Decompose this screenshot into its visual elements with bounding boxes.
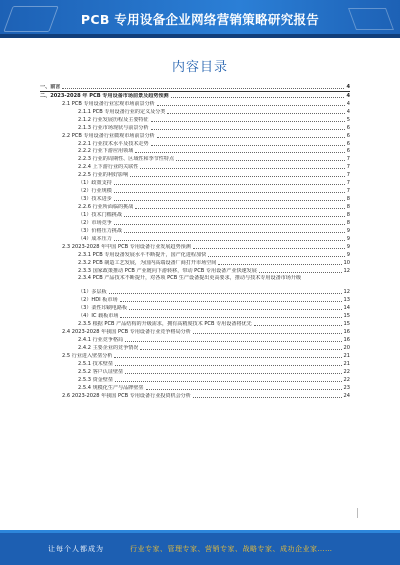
toc-entry-text: （1）政策支持 [78,180,112,187]
toc-entry[interactable] [40,155,350,163]
toc-page-number: 16 [343,329,350,336]
toc-entry-text: 2.2.4 上下游行业的关联性 [78,164,139,171]
toc-entry[interactable] [40,116,350,124]
toc-page-number: 8 [346,204,350,210]
toc-entry-text: （2）行业规模 [78,188,112,195]
toc-dot-leader [114,200,345,201]
toc-entry[interactable] [40,211,350,219]
toc-page-number: 4 [346,92,350,99]
toc-page-number: 15 [343,313,350,320]
footer-top-bar [0,530,400,533]
toc-dot-leader [208,256,345,257]
toc-page-number: 9 [346,251,350,258]
toc-entry[interactable] [40,289,350,297]
toc-entry[interactable] [40,296,350,304]
toc-dot-leader [171,97,345,98]
toc-dot-leader [124,216,345,217]
toc-page-number: 8 [346,219,350,226]
toc-page-number: 20 [343,345,350,351]
toc-entry-text: （1）技术门槛挑战 [78,211,122,218]
toc-dot-leader [218,264,341,265]
toc-entry[interactable] [40,163,350,171]
toc-entry[interactable] [40,320,350,328]
toc-dot-leader [114,224,345,225]
toc-dot-leader [151,129,345,130]
toc-page-number: 7 [346,164,350,171]
toc-page-number: 22 [343,368,350,375]
toc-entry[interactable] [40,84,350,92]
toc-entry[interactable] [40,376,350,384]
toc-dot-leader [129,309,341,310]
toc-entry[interactable] [40,243,350,251]
toc-entry-text: 2.1.3 行业市场现状与前景分析 [78,124,149,131]
toc-entry[interactable] [40,312,350,320]
toc-entry-text: 2.5 行业进入壁垒分析 [62,352,113,359]
toc-entry-text: 2.5.4 规模化生产与品牌壁垒 [78,384,144,391]
toc-entry-text: （1）多层板 [78,289,107,296]
toc-page-number: 16 [343,337,350,344]
toc-dot-leader [115,381,342,382]
toc-page-number: 6 [346,148,350,155]
toc-page-number: 4 [346,100,350,107]
toc-entry-text: （2）HDI 板市场 [78,297,118,304]
toc-dot-leader [146,389,342,390]
toc-page-number: 14 [343,305,350,312]
toc-page-number: 7 [346,188,350,195]
toc-entry-text: 2.2.3 行业的周期性、区域性和季节性特点 [78,156,175,163]
toc-entry-text: 2.1.2 行业发展历程及主要特征 [78,116,149,123]
toc-page-number: 23 [343,384,350,391]
toc-page-number: 6 [346,124,350,131]
toc-entry-text: 2.1 PCB 专用设备行业宏观市场前景分析 [62,100,155,107]
toc-page-number: 15 [343,321,350,328]
toc-dot-leader [193,248,345,249]
toc-entry[interactable] [40,179,350,187]
toc-entry[interactable] [40,368,350,376]
toc-entry-text: （3）技术进步 [78,196,112,203]
toc-page-number: 6 [346,140,350,147]
toc-dot-leader [259,272,342,273]
toc-entry-text: 2.2.5 行业的利好影响 [78,172,129,179]
toc-dot-leader [140,349,341,350]
toc-entry[interactable] [40,219,350,227]
toc-entry[interactable] [40,344,350,352]
toc-page-number: 7 [346,172,350,179]
toc-entry[interactable] [40,235,350,243]
toc-entry[interactable] [40,304,350,312]
toc-entry[interactable] [40,259,350,267]
toc-entry-text: 2.3.5 根据 PCB 产品结构的升级需求，拥有高精度技术 PCB 专用设备将优先 [78,321,252,328]
toc-entry[interactable] [40,384,350,392]
toc-entry-text: 2.5.1 技术壁垒 [78,360,113,367]
toc-entry-text: 2.3 2023-2028 年中国 PCB 专用设备行业发展趋势预测 [62,243,191,250]
toc-page-number: 24 [343,392,350,399]
toc-page-number: 10 [343,259,350,266]
toc-entry[interactable] [40,251,350,259]
toc-entry[interactable] [40,124,350,132]
toc-entry[interactable] [40,132,350,140]
toc-dot-leader [151,121,345,122]
toc-page-number: 13 [343,297,350,304]
toc-entry-text: 2.5.2 客户认证壁垒 [78,368,124,375]
toc-page-number: 21 [343,360,350,367]
toc-entry-text: 二、2023-2028 年 PCB 专用设备市场前景及趋势预测 [40,92,169,99]
toc-dot-leader [157,105,345,106]
toc-dot-leader [115,365,342,366]
toc-dot-leader [62,88,344,89]
toc-entry[interactable] [40,328,350,336]
toc-entry-text: （2）市场竞争 [78,219,112,226]
toc-page-number: 8 [346,196,350,203]
toc-entry[interactable] [40,92,350,100]
toc-page-number: 21 [343,352,350,359]
toc-dot-leader [193,333,342,334]
toc-dot-leader [125,341,341,342]
toc-entry-text: 2.4.2 主要企业的竞争情况 [78,345,139,351]
toc-entry-text: 2.2.2 行业下游应用领域 [78,148,134,155]
toc-dot-leader [124,232,345,233]
toc-entry-text: 2.4 2023-2028 年我国 PCB 专用设备行业竞争格局分析 [62,329,191,336]
toc-dot-leader [114,192,345,193]
toc-entry[interactable] [40,100,350,108]
toc-dot-leader [135,152,344,153]
toc-page-number: 12 [343,289,350,296]
toc-entry-text: 2.2 PCB 专用设备行业微观市场前景分析 [62,132,155,139]
footer-slogan-right: 行业专家、管理专家、营销专家、战略专家、成功企业家…… [130,545,333,553]
toc-entry-text: 2.3.3 国家政策推动 PCB 产业链向下游转移，带动 PCB 专用设备产业快速发展 [78,267,257,274]
toc-dot-leader [151,145,345,146]
toc-entry[interactable] [40,392,350,400]
toc-page-number: 7 [346,180,350,187]
toc-dot-leader [254,325,342,326]
toc-page-number: 5 [346,116,350,123]
toc-entry[interactable] [40,171,350,179]
toc-dot-leader [120,301,342,302]
toc-entry-text: （4）成本压力 [78,235,112,242]
toc-dot-leader [140,168,344,169]
toc-dot-leader [167,113,344,114]
toc-entry[interactable] [40,336,350,344]
page-edge-mark [357,508,358,518]
toc-dot-leader [125,373,341,374]
toc-entry-text: 2.2.6 行业所面临的挑战 [78,204,134,210]
toc-entry-text: 2.4.1 行业竞争格局 [78,337,124,344]
toc-entry-text: （4）IC 载板市场 [78,313,119,320]
toc-page-number: 12 [343,267,350,274]
toc-entry-text: （3）价格压力挑战 [78,227,122,234]
toc-entry-text: 2.3.1 PCB 专用设备发展水平不断提升，国产化进程加快 [78,251,207,258]
toc-entry-text: 2.1.1 PCB 专用设备行业的定义及分类 [78,108,166,115]
toc-dot-leader [130,176,345,177]
toc-page-number: 4 [346,84,350,90]
toc-entry[interactable] [40,195,350,203]
toc-page-number: 4 [346,108,350,115]
toc-dot-leader [114,357,341,358]
report-footer [0,530,400,565]
header-stripe [0,34,400,38]
toc-entry[interactable] [40,267,350,275]
toc-dot-leader [193,397,342,398]
toc-dot-leader [114,240,345,241]
toc-entry[interactable] [40,275,350,289]
toc-page-number: 7 [346,156,350,163]
toc-entry-text: 2.2.1 行业技术水平及技术走势 [78,140,149,147]
toc-entry-text: 2.6 2023-2028 年我国 PCB 专用设备行业投资机会分析 [62,392,191,399]
toc-heading: 内容目录 [171,60,228,75]
toc-entry[interactable] [40,360,350,368]
toc-entry[interactable] [40,140,350,148]
toc-dot-leader [157,137,345,138]
table-of-contents [40,84,350,400]
report-header [0,0,400,38]
toc-dot-leader [135,208,344,209]
toc-entry[interactable] [40,227,350,235]
toc-page-number: 6 [346,132,350,139]
toc-page-number: 9 [346,235,350,242]
toc-page-number: 9 [346,227,350,234]
toc-dot-leader [120,317,341,318]
toc-entry[interactable] [40,148,350,156]
toc-entry[interactable] [40,108,350,116]
toc-page-number: 9 [346,243,350,250]
toc-dot-leader [176,160,345,161]
toc-entry-text: 2.3.4 PCB 产品技术不断提升，对各项 PCB 生产设备提出更高要求，推动与技术专用设备市场升级 [78,274,302,281]
toc-dot-leader [109,293,342,294]
toc-entry[interactable] [40,203,350,211]
footer-slogan-left: 让每个人都成为 [48,545,104,553]
toc-page-number: 22 [343,376,350,383]
toc-dot-leader [114,184,345,185]
toc-entry-text: 2.5.3 资金壁垒 [78,376,113,383]
toc-entry-text: 一、前言 [40,84,61,90]
toc-entry-text: （3）柔性印刷电路板 [78,305,128,312]
toc-page-number: 8 [346,211,350,218]
toc-entry-text: 2.3.2 PCB 制造工艺发展，为国内高端设备厂商打开市场空间 [78,259,217,266]
report-title: PCB 专用设备企业网络营销策略研究报告 [80,12,320,27]
toc-entry[interactable] [40,352,350,360]
toc-entry[interactable] [40,187,350,195]
